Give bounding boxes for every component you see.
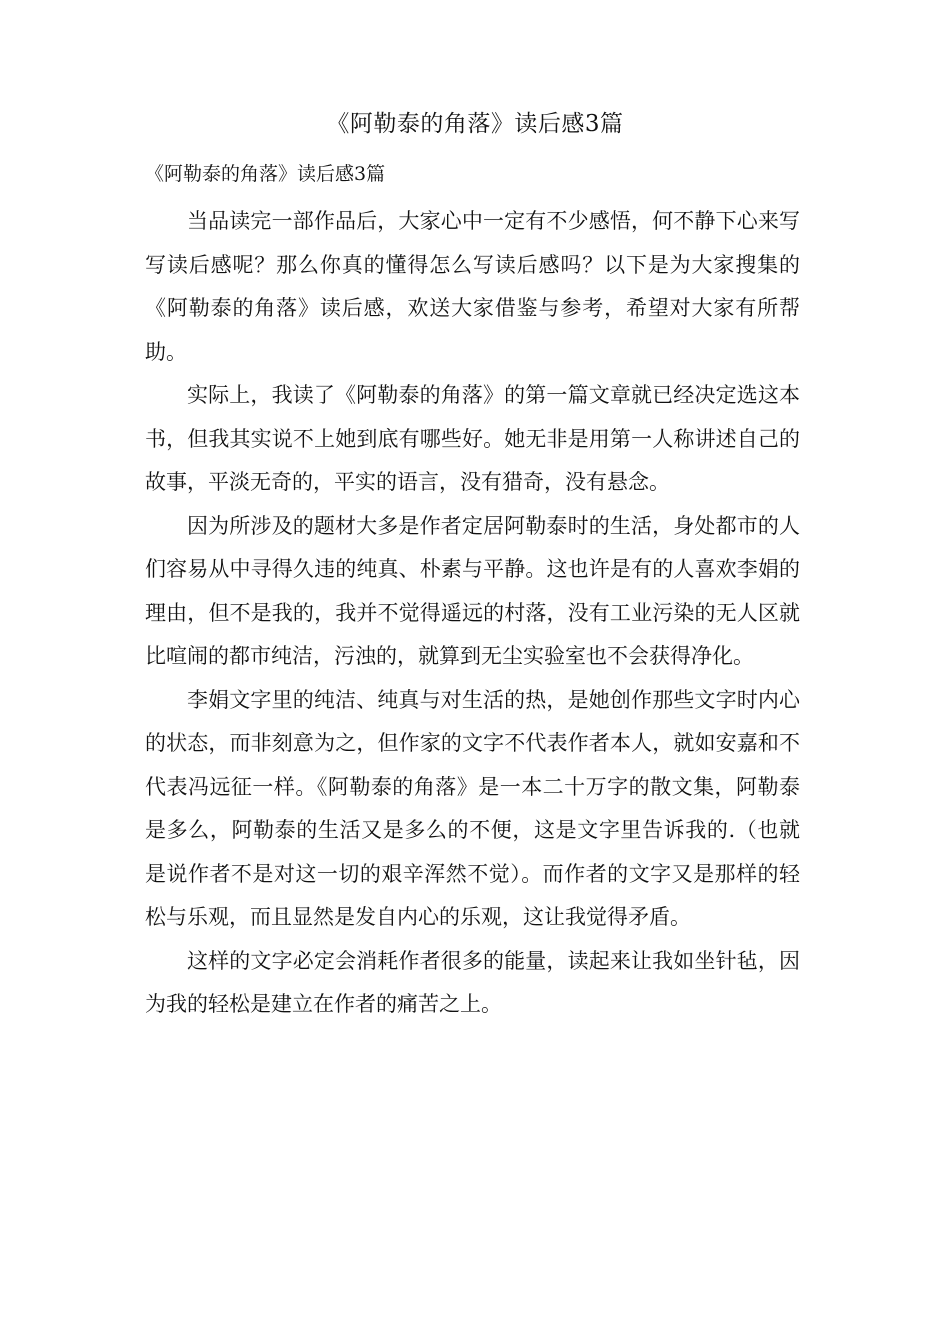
paragraph: 当品读完一部作品后，大家心中一定有不少感悟，何不静下心来写写读后感呢？那么你真的懂得怎么写读后感吗？以下是为大家搜集的《阿勒泰的角落》读后感，欢送大家借鉴与参考，希望对大家有所帮助。 xyxy=(145,209,800,364)
document-body xyxy=(145,200,800,1027)
paragraph: 李娟文字里的纯洁、纯真与对生活的热，是她创作那些文字时内心的状态，而非刻意为之，但作家的文字不代表作者本人，就如安嘉和不代表冯远征一样。《阿勒泰的角落》是一本二十万字的散文集，阿勒泰是多么，阿勒泰的生活又是多么的不便，这是文字里告诉我的.（也就是说作者不是对这一切的艰辛浑然不觉）。而作者的文字又是那样的轻松与乐观，而且显然是发自内心的乐观，这让我觉得矛盾。 xyxy=(145,687,800,929)
paragraph: 实际上，我读了《阿勒泰的角落》的第一篇文章就已经决定选这本书，但我其实说不上她到底有哪些好。她无非是用第一人称讲述自己的故事，平淡无奇的，平实的语言，没有猎奇，没有悬念。 xyxy=(145,383,800,494)
paragraph: 这样的文字必定会消耗作者很多的能量，读起来让我如坐针毡，因为我的轻松是建立在作者的痛苦之上。 xyxy=(145,948,800,1016)
paragraph: 因为所涉及的题材大多是作者定居阿勒泰时的生活，身处都市的人们容易从中寻得久违的纯真、朴素与平静。这也许是有的人喜欢李娟的理由，但不是我的，我并不觉得遥远的村落，没有工业污染的无人区就比喧闹的都市纯洁，污浊的，就算到无尘实验室也不会获得净化。 xyxy=(145,513,800,668)
document-subtitle: 《阿勒泰的角落》读后感3篇 xyxy=(145,163,386,185)
document-title: 《阿勒泰的角落》读后感3篇 xyxy=(326,111,624,137)
